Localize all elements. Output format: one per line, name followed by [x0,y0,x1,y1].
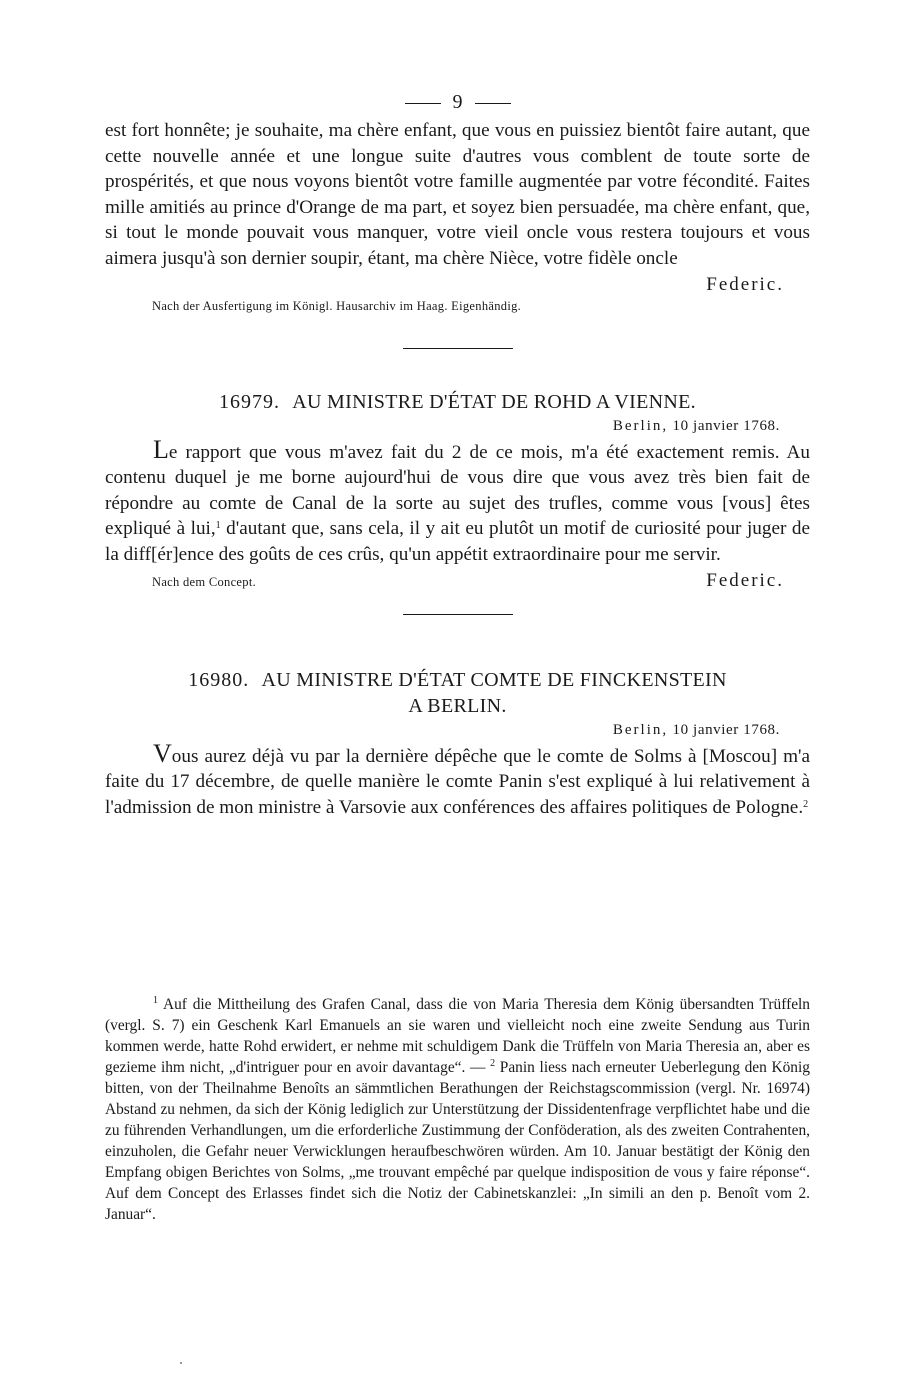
letter-2-title: AU MINISTRE D'ÉTAT DE ROHD A VIENNE. [292,390,696,413]
letter-2-text-a: e rapport que vous m'avez fait du 2 de ce mois, m'a été exactement remis. Au contenu duquel je me borne aujourd'hui de vous dire que vous avez très bien fait de répondre au comte de Canal de la sorte au sujet des trufles, comme vous [vous] êtes expliqué à lui, [105,441,810,540]
page-body [105,86,810,820]
letter-2-dateline [105,415,810,437]
letter-2-text [105,434,810,568]
letter-2-heading [105,389,810,415]
footnote-2-text: Panin liess nach erneuter Ueberlegung den König bitten, von der Theilnahme Benoîts an sämmtlichen Berathungen der Reichstagscommission (vergl. Nr. 16974) Abstand zu nehmen, da sich der König lediglich zur Unterstützung der Dissidentenfrage verpflichtet habe und die zu führenden Verhandlungen, um die erforderliche Zustimmung der Conföderation, als des zweiten Contrahenten, einzuholen, die Gefahr neuer Verwicklungen heraufbeschwören würden. Am 10. Januar bestätigt der König den Empfang obigen Berichtes von Solms, „me trouvant empêché par quelque indisposition de vous y faire réponse“. Auf dem Concept des Erlasses findet sich die Notiz der Cabinetskanzlei: „In simili an den p. Benoît vom 2. Januar“. [105,1059,810,1223]
scan-speck [180,1362,182,1364]
footnote-1-marker: 1 [153,995,158,1006]
footnote-text [105,994,810,1225]
letter-3-date-city: Berlin, [612,721,669,738]
letter-2-date-city: Berlin, [612,417,669,434]
letter-1-source-note: Nach der Ausfertigung im Königl. Hausarchiv im Haag. Eigenhändig. [152,298,522,313]
letter-3-dateline [105,719,810,741]
letter-2-text-b: d'autant que, sans cela, il y ait eu plutôt un motif de curiosité pour juger de la diff[ér]ence des goûts de ces crûs, qu'un appétit extraordinaire pour me servir. [105,518,810,565]
footnote-ref-2: 2 [803,798,809,810]
header-dash-left [405,103,441,104]
footnote-ref-1: 1 [215,520,221,532]
letter-2-date: 10 janvier 1768. [672,417,780,434]
page-header [105,86,810,118]
footnotes [105,994,810,1225]
letter-3-heading [105,667,810,693]
letter-1-text: est fort honnête; je souhaite, ma chère enfant, que vous en puissiez bientôt faire autant, que cette nouvelle année et une longue suite d'autres vous comblent de toute sorte de prospérités, et que nous voyons bientôt votre famille augmentée par votre fécondité. Faites mille amitiés au prince d'Orange de ma part, et soyez bien persuadée, ma chère enfant, que, si tout le monde pouvait vous manquer, votre vieil oncle vous restera toujours et vous aimera jusqu'à son dernier soupir, étant, ma chère Nièce, votre fidèle oncle [105,120,810,269]
letter-3-dropcap: V [153,738,172,768]
footnote-1-text: Auf die Mittheilung des Grafen Canal, dass die von Maria Theresia dem König übersandten Trüffeln (vergl. S. 7) ein Geschenk Karl Emanuels an sie waren und vielleicht noch eine zweite Sendung aus Turin kommen werde, hatte Rohd erwidert, er nehme mit schuldigem Dank die Trüffeln von Maria Theresia an, aber es gezieme ihm nicht, „d'intriguer pour en avoir davantage“. — [105,996,810,1076]
letter-2-number: 16979. [219,390,281,413]
letter-2-source-note: Nach dem Concept. [152,574,257,589]
letter-3-title-line1: AU MINISTRE D'ÉTAT COMTE DE FINCKENSTEIN [261,668,727,691]
letter-1-signature: Federic. [706,273,784,295]
letter-2-dropcap: L [153,434,169,464]
letter-3-number: 16980. [188,668,250,691]
letter-2-signature: Federic. [706,569,784,591]
letter-3-title-line2: A BERLIN. [408,694,507,717]
letter-3-date: 10 janvier 1768. [672,721,780,738]
header-dash-right [475,103,511,104]
letter-3-text [105,738,810,821]
page-number: 9 [452,91,463,113]
footnote-2-marker: 2 [490,1058,496,1069]
letter-2-footer [105,568,810,594]
letter-3-text-body: ous aurez déjà vu par la dernière dépêche que le comte de Solms à [Moscou] m'a faite du 17 décembre, de quelle manière le comte Panin s'est expliqué à lui relativement à l'admission de mon ministre à Varsovie aux conférences des affaires politiques de Pologne. [105,745,810,818]
